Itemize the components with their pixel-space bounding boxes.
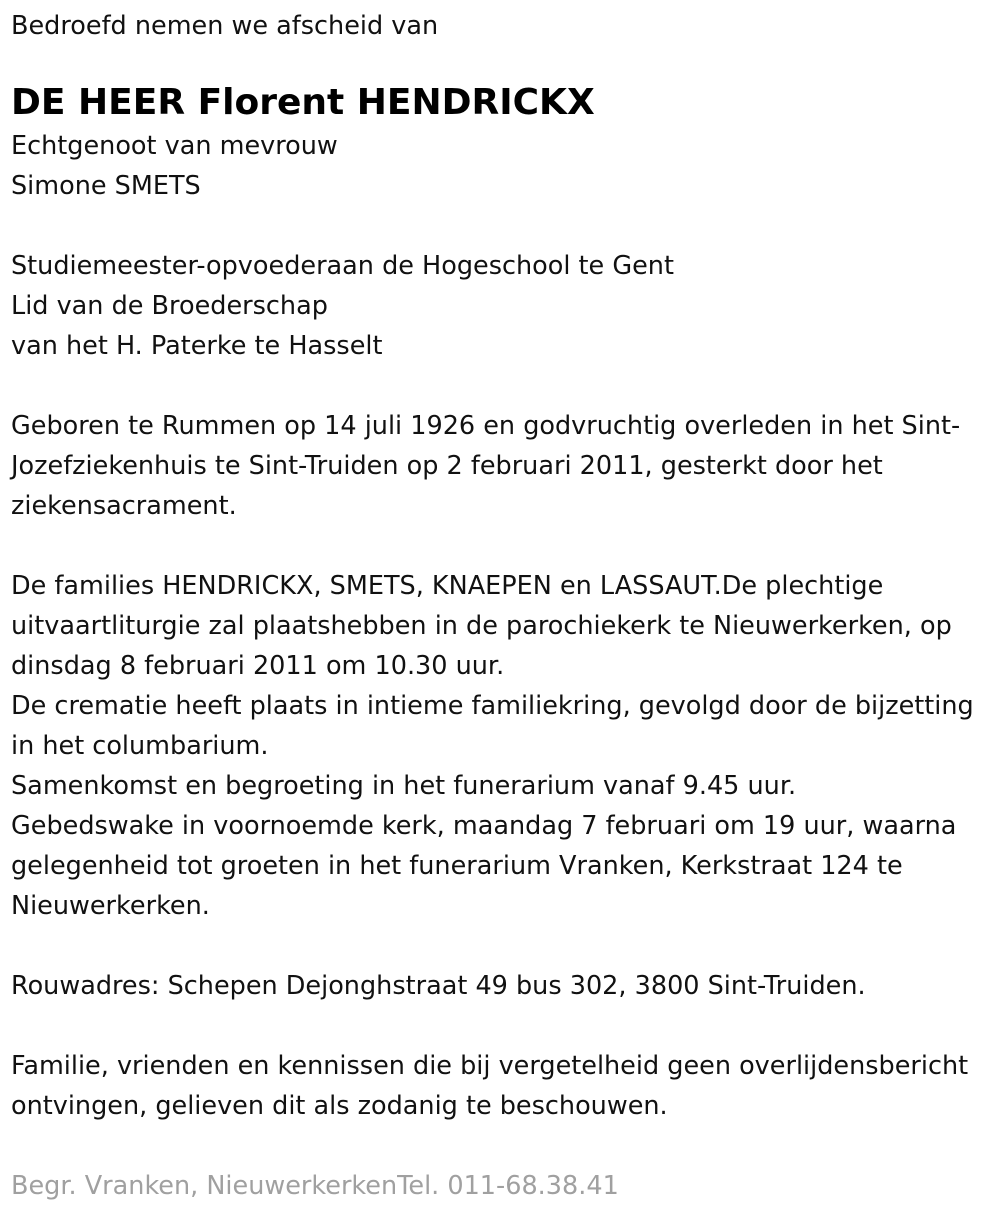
spacer	[11, 526, 996, 566]
spacer	[11, 206, 996, 246]
death-notice	[11, 6, 996, 1206]
arrangements-paragraph: De crematie heeft plaats in intieme familiekring, gevolgd door de bijzetting in het columbarium.	[11, 691, 974, 761]
arrangements-paragraph: Samenkomst en begroeting in het funerarium vanaf 9.45 uur.	[11, 771, 797, 801]
spacer	[11, 1126, 996, 1166]
birth-death-paragraph: Geboren te Rummen op 14 juli 1926 en godvruchtig overleden in het Sint-Jozefziekenhuis te Sint-Truiden op 2 februari 2011, gesterkt door het ziekensacrament.	[11, 411, 961, 521]
notice-paragraph: Familie, vrienden en kennissen die bij vergetelheid geen overlijdensbericht ontvingen, gelieven dit als zodanig te beschouwen.	[11, 1051, 969, 1121]
function-line: Lid van de Broederschap	[11, 291, 328, 321]
intro-text: Bedroefd nemen we afscheid van	[11, 11, 439, 41]
arrangements-paragraph: De families HENDRICKX, SMETS, KNAEPEN en LASSAUT.De plechtige uitvaartliturgie zal plaatshebben in de parochiekerk te Nieuwerkerken, op dinsdag 8 februari 2011 om 10.30 uur.	[11, 571, 952, 681]
function-line: van het H. Paterke te Hasselt	[11, 331, 383, 361]
spouse-line-1: Echtgenoot van mevrouw	[11, 131, 338, 161]
spacer	[11, 926, 996, 966]
function-line: Studiemeester-opvoederaan de Hogeschool te Gent	[11, 251, 674, 281]
spacer	[11, 1006, 996, 1046]
spacer	[11, 366, 996, 406]
undertaker-footer: Begr. Vranken, NieuwerkerkenTel. 011-68.38.41	[11, 1171, 619, 1201]
arrangements-paragraph: Gebedswake in voornoemde kerk, maandag 7 februari om 19 uur, waarna gelegenheid tot groeten in het funerarium Vranken, Kerkstraat 124 te Nieuwerkerken.	[11, 811, 957, 921]
spouse-line-2: Simone SMETS	[11, 171, 201, 201]
mourning-address: Rouwadres: Schepen Dejonghstraat 49 bus 302, 3800 Sint-Truiden.	[11, 971, 866, 1001]
spacer	[11, 46, 996, 80]
deceased-name: DE HEER Florent HENDRICKX	[11, 82, 595, 123]
